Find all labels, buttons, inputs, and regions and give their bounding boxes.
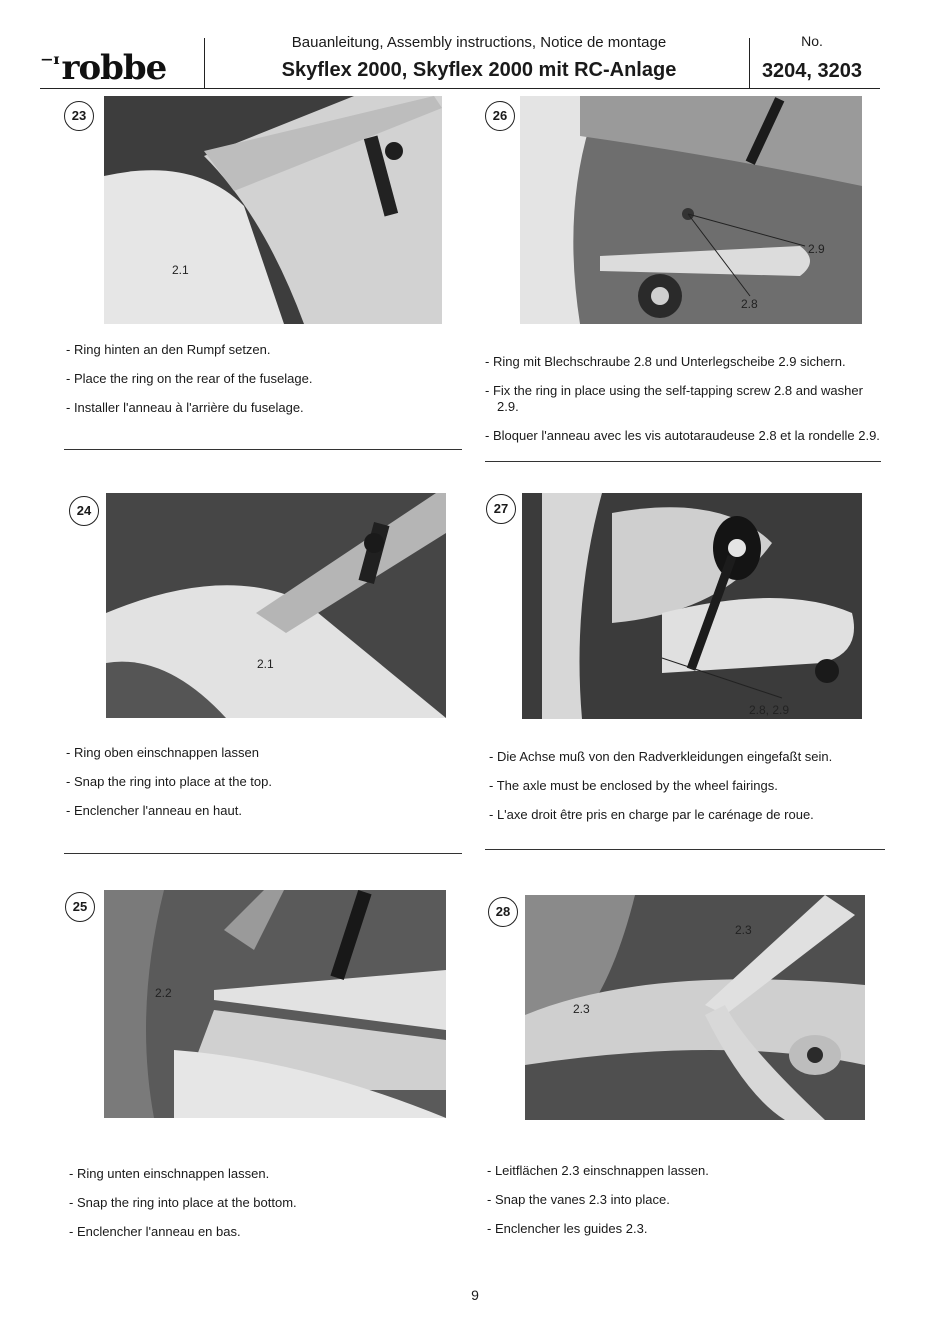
- separator: [485, 849, 885, 850]
- step-photo: [104, 96, 442, 324]
- text-en: - The axle must be enclosed by the wheel fairings.: [489, 778, 778, 793]
- text-en: - Place the ring on the rear of the fuselage.: [66, 371, 313, 386]
- header-rule: [40, 88, 880, 89]
- page-number: 9: [471, 1287, 479, 1303]
- text-fr: - Bloquer l'anneau avec les vis autotaraudeuse 2.8 et la rondelle 2.9.: [485, 428, 880, 443]
- step-photo: [106, 493, 446, 718]
- part-label: 2.8, 2.9: [749, 703, 790, 717]
- header-subtitle: Bauanleitung, Assembly instructions, Notice de montage: [291, 34, 667, 51]
- step-number-badge: 25: [65, 892, 95, 922]
- text-en: - Snap the ring into place at the top.: [66, 774, 272, 789]
- text-de: - Ring oben einschnappen lassen: [66, 745, 259, 760]
- step-photo: [522, 493, 862, 719]
- step-number-badge: 26: [485, 101, 515, 131]
- header-divider-right: [749, 38, 750, 88]
- part-label: 2.8: [741, 297, 758, 311]
- part-label: 2.1: [257, 657, 274, 671]
- step-text: [489, 749, 889, 836]
- text-fr: - L'axe droit être pris en charge par le carénage de roue.: [489, 807, 814, 822]
- step-photo: [104, 890, 446, 1118]
- text-fr: - Enclencher les guides 2.3.: [487, 1221, 648, 1236]
- step-text: [66, 342, 446, 429]
- separator: [485, 461, 881, 462]
- step-number-badge: 23: [64, 101, 94, 131]
- step-photo: [520, 96, 862, 324]
- text-fr: - Installer l'anneau à l'arrière du fuselage.: [66, 400, 304, 415]
- text-de: - Die Achse muß von den Radverkleidungen eingefaßt sein.: [489, 749, 833, 764]
- text-fr: - Enclencher l'anneau en haut.: [66, 803, 242, 818]
- part-label: 2.2: [155, 986, 172, 1000]
- robbe-logo: ⁻ᶦrobbe: [40, 48, 167, 88]
- text-en: - Snap the vanes 2.3 into place.: [487, 1192, 670, 1207]
- step-text: [485, 354, 885, 457]
- step-number-badge: 27: [486, 494, 516, 524]
- separator: [64, 449, 462, 450]
- text-de: - Leitflächen 2.3 einschnappen lassen.: [487, 1163, 709, 1178]
- text-de: - Ring hinten an den Rumpf setzen.: [66, 342, 271, 357]
- article-number-label: No.: [801, 33, 823, 49]
- step-text: [66, 745, 446, 832]
- part-label: 2.9: [808, 242, 825, 256]
- text-en: - Fix the ring in place using the self-tapping screw 2.8 and washer 2.9.: [485, 383, 863, 414]
- step-text: [487, 1163, 887, 1250]
- text-fr: - Enclencher l'anneau en bas.: [69, 1224, 241, 1239]
- header-title: Skyflex 2000, Skyflex 2000 mit RC-Anlage: [281, 59, 677, 81]
- separator: [64, 853, 462, 854]
- step-text: [69, 1166, 449, 1253]
- header-divider-left: [204, 38, 205, 88]
- text-de: - Ring mit Blechschraube 2.8 und Unterlegscheibe 2.9 sichern.: [485, 354, 846, 369]
- text-de: - Ring unten einschnappen lassen.: [69, 1166, 270, 1181]
- part-label: 2.1: [172, 263, 189, 277]
- part-label: 2.3: [573, 1002, 590, 1016]
- article-number: 3204, 3203: [761, 60, 863, 82]
- part-label: 2.3: [735, 923, 752, 937]
- step-number-badge: 28: [488, 897, 518, 927]
- step-number-badge: 24: [69, 496, 99, 526]
- text-en: - Snap the ring into place at the bottom.: [69, 1195, 297, 1210]
